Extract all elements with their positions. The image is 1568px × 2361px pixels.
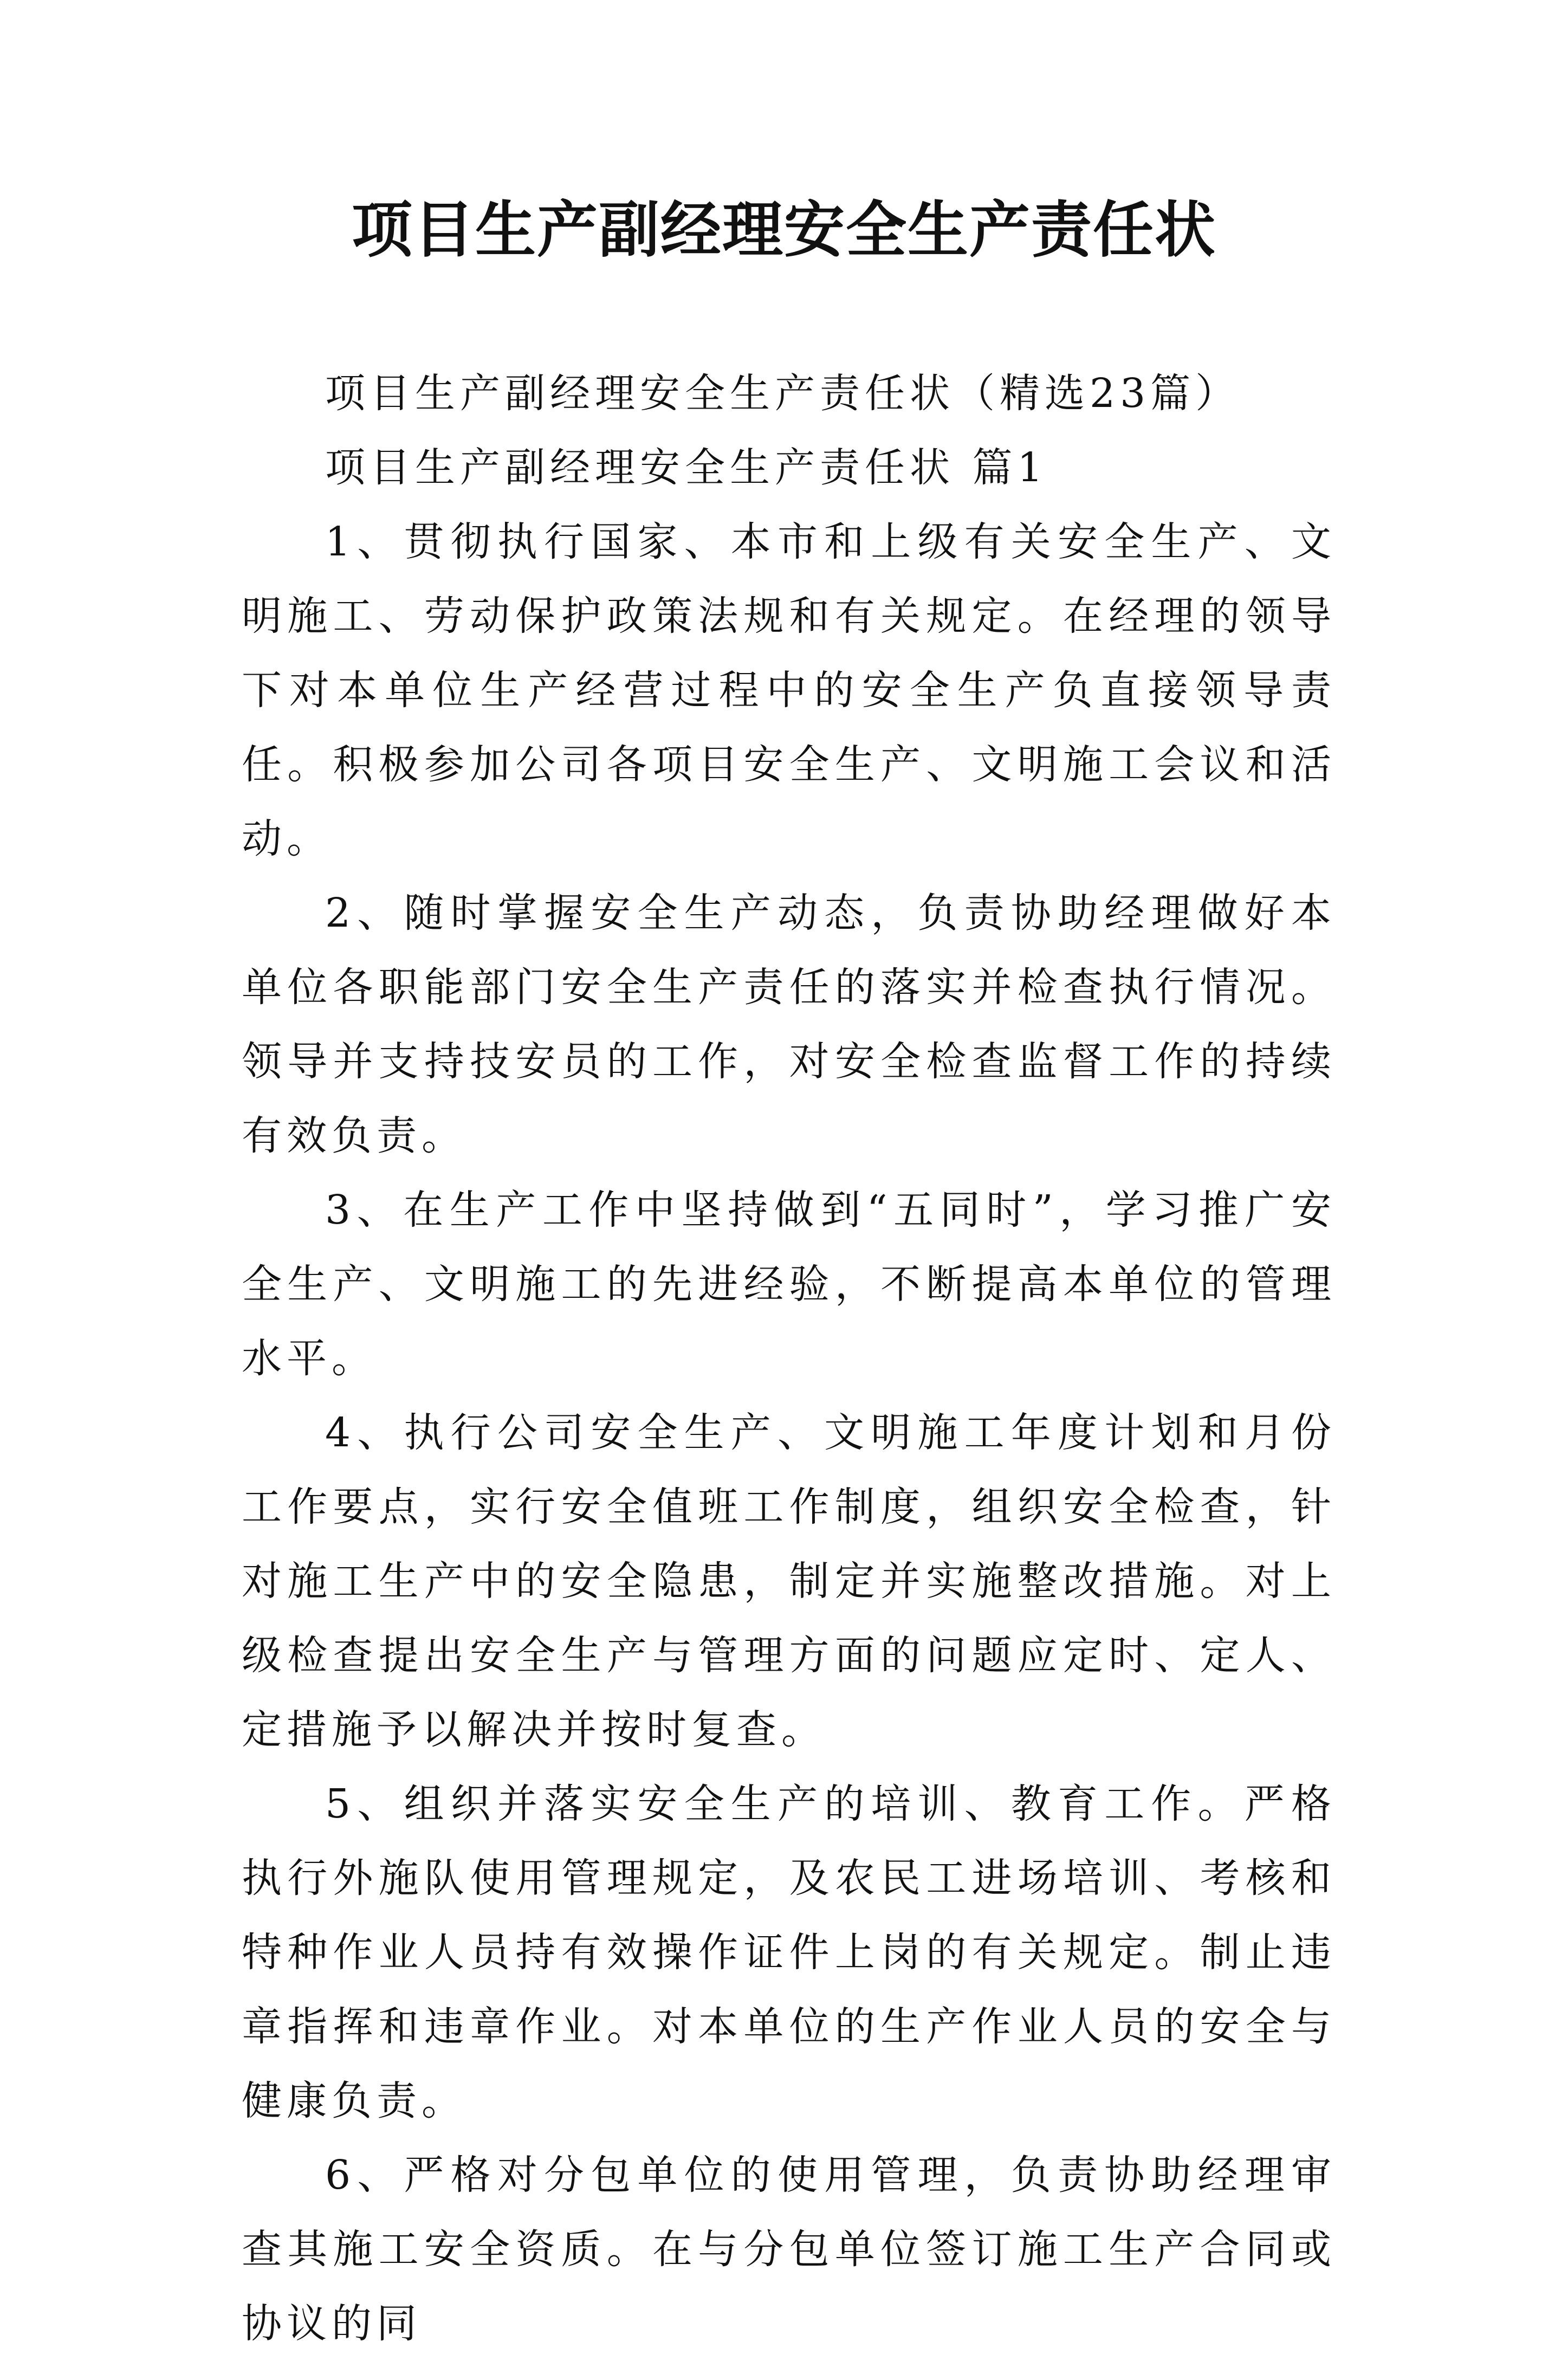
paragraph-2: 2、随时掌握安全生产动态，负责协助经理做好本单位各职能部门安全生产责任的落实并检查执行情况。领导并支持技安员的工作，对安全检查监督工作的持续有效负责。 xyxy=(242,890,1336,1159)
document-title: 项目生产副经理安全生产责任状 xyxy=(352,195,1216,266)
document-body xyxy=(242,357,1336,2361)
paragraph-5: 5、组织并落实安全生产的培训、教育工作。严格执行外施队使用管理规定，及农民工进场培训、考核和特种作业人员持有效操作证件上岗的有关规定。制止违章指挥和违章作业。对本单位的生产作业人员的安全与健康负责。 xyxy=(242,1781,1336,2124)
paragraph-3: 3、在生产工作中坚持做到“五同时”，学习推广安全生产、文明施工的先进经验，不断提高本单位的管理水平。 xyxy=(242,1187,1336,1382)
paragraph-1: 1、贯彻执行国家、本市和上级有关安全生产、文明施工、劳动保护政策法规和有关规定。在经理的领导下对本单位生产经营过程中的安全生产负直接领导责任。积极参加公司各项目安全生产、文明施工会议和活动。 xyxy=(242,519,1336,862)
section-heading: 项目生产副经理安全生产责任状 篇1 xyxy=(325,444,1048,491)
paragraph-6: 6、严格对分包单位的使用管理，负责协助经理审查其施工安全资质。在与分包单位签订施工生产合同或协议的同 xyxy=(242,2152,1336,2347)
document-subtitle: 项目生产副经理安全生产责任状（精选23篇） xyxy=(325,370,1241,417)
paragraph-4: 4、执行公司安全生产、文明施工年度计划和月份工作要点，实行安全值班工作制度，组织安全检查，针对施工生产中的安全隐患，制定并实施整改措施。对上级检查提出安全生产与管理方面的问题应定时、定人、定措施予以解决并按时复查。 xyxy=(242,1409,1336,1753)
